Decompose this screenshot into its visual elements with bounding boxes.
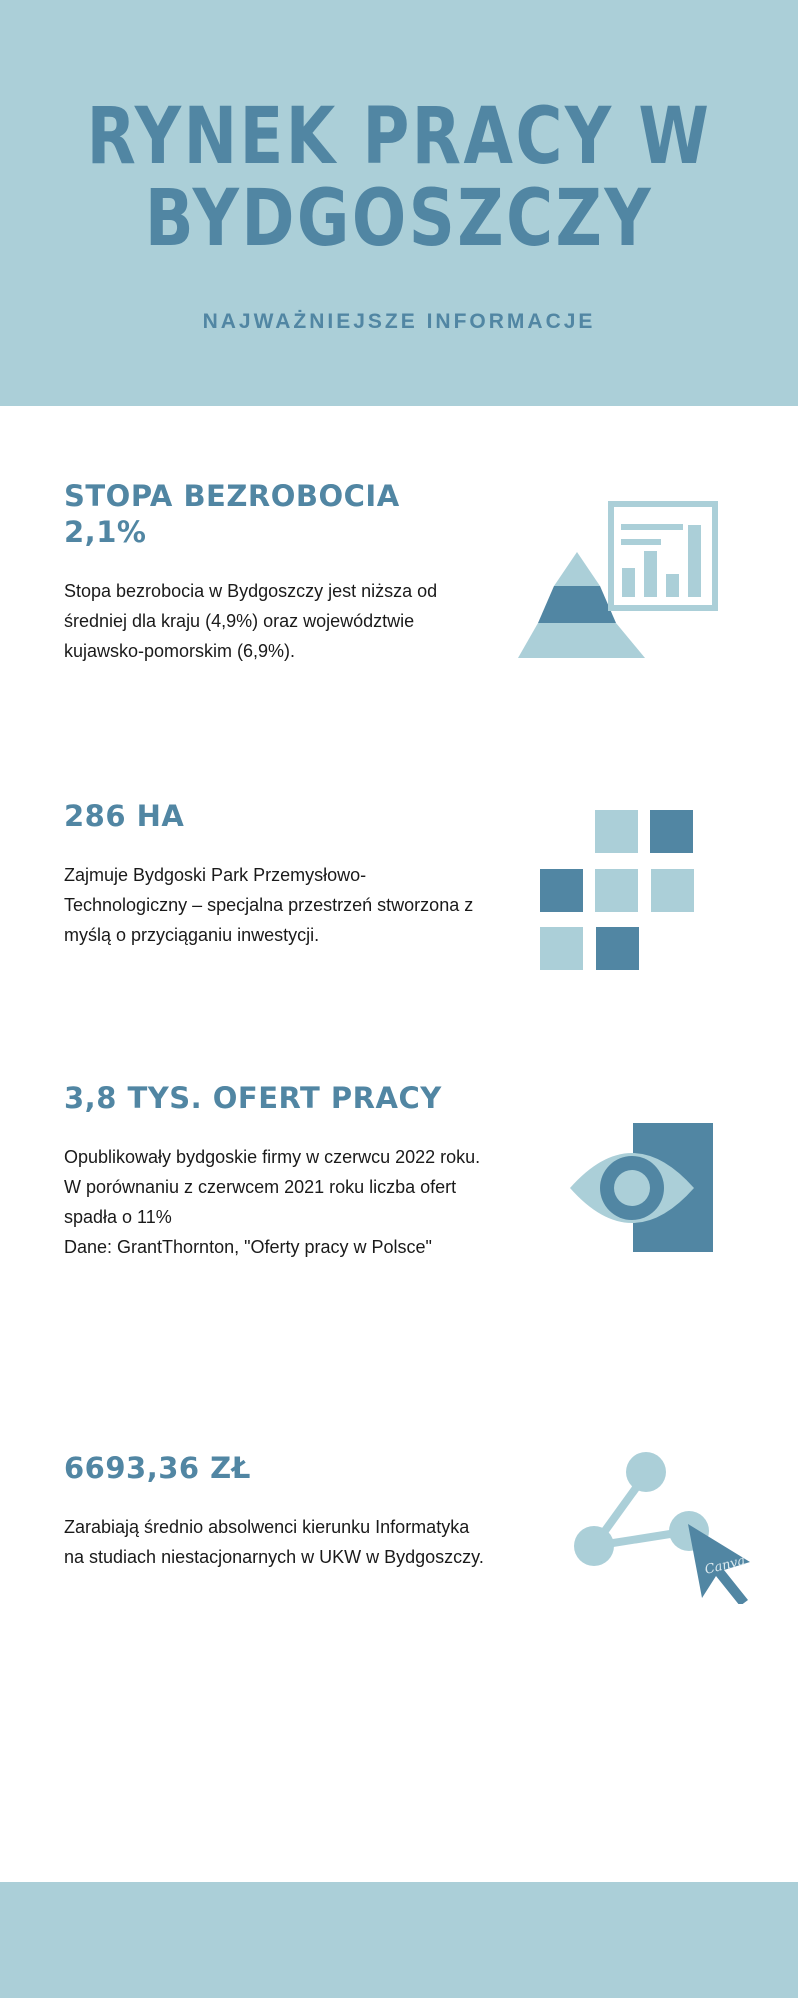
section-salary [64, 1450, 484, 1572]
section-industrial-park [64, 798, 484, 950]
section-text: Zajmuje Bydgoski Park Przemysłowo-Technologiczny – specjalna przestrzeń stworzona z myślą o przyciąganiu inwestycji. [64, 865, 474, 945]
section-text: Stopa bezrobocia w Bydgoszczy jest niższa od średniej dla kraju (4,9%) oraz województwie kujawsko-pomorskim (6,9%). [64, 581, 438, 661]
section-heading: STOPA BEZROBOCIA 2,1% [64, 479, 400, 549]
section-text: Zarabiają średnio absolwenci kierunku Informatyka na studiach niestacjonarnych w UKW w Bydgoszczy. [64, 1517, 484, 1567]
network-cursor-icon [574, 1452, 750, 1604]
section-heading: 3,8 TYS. OFERT PRACY [64, 1081, 442, 1115]
footer-band [0, 1882, 798, 1998]
pyramid-chart-icon [518, 500, 724, 662]
section-text [64, 1142, 484, 1262]
page-subtitle: NAJWAŻNIEJSZE INFORMACJE [202, 310, 596, 333]
section-heading: 286 HA [64, 799, 185, 833]
section-heading: 6693,36 ZŁ [64, 1451, 251, 1485]
page-title: RYNEK PRACY W BYDGOSZCZY [86, 92, 712, 264]
eye-icon [570, 1123, 714, 1253]
header-banner [0, 0, 798, 406]
section-text-body: Opublikowały bydgoskie firmy w czerwcu 2022 roku. W porównaniu z czerwcem 2021 roku liczba ofert spadła o 11% [64, 1147, 481, 1227]
section-job-offers [64, 1080, 484, 1262]
canva-watermark: Canva [703, 1553, 747, 1578]
section-source: Dane: GrantThornton, "Oferty pracy w Polsce" [64, 1237, 432, 1257]
section-unemployment [64, 478, 484, 666]
grid-squares-icon [540, 810, 696, 972]
